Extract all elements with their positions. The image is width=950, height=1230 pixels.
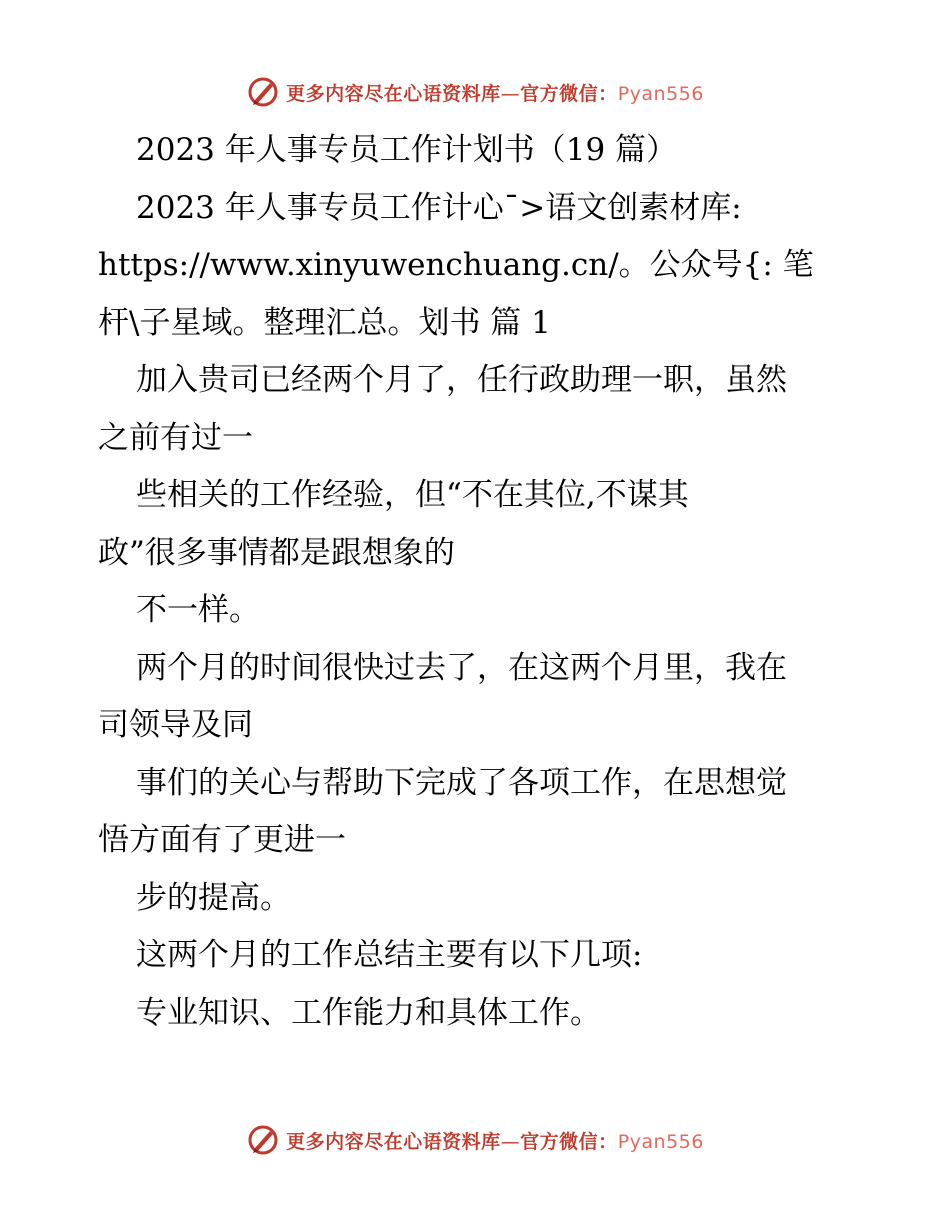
banner-official: 官方微信： [520,1130,618,1153]
text-line: 加入贵司已经两个月了，任行政助理一职，虽然 [136,362,787,398]
text-line: 2023 年人事专员工作计心¯>语文创素材库: [136,189,742,226]
text-line: 杆\子星域。整理汇总。划书 篇 1 [98,304,551,341]
banner-brand: 更多内容尽在心语资料库 [286,82,501,105]
banner-dash: — [500,1130,521,1153]
text-line: 悟方面有了更进一 [98,822,346,858]
banner-dash: — [500,82,521,105]
text-line: 不一样。 [136,592,260,628]
text-line: 两个月的时间很快过去了，在这两个月里，我在 [136,649,787,686]
text-line: 司领导及同 [98,707,253,743]
text-line: 专业知识、工作能力和具体工作。 [136,994,601,1031]
banner-text [286,1127,704,1154]
banner-official: 官方微信： [520,82,618,105]
text-line: 政”很多事情都是跟想象的 [98,534,455,571]
document-body [98,122,868,1042]
banner-account: Pyan556 [617,82,704,105]
banner-account: Pyan556 [617,1130,704,1153]
footer-banner [0,1120,950,1160]
text-line: 些相关的工作经验，但“不在其位,不谋其 [136,477,689,513]
text-line: 这两个月的工作总结主要有以下几项: [136,937,643,973]
banner-text [286,79,704,106]
pen-logo-icon [246,1123,280,1157]
text-line: https://www.xinyuwenchuang.cn/。公众号{: 笔 [98,247,814,283]
document-title: 2023 年人事专员工作计划书（19 篇） [136,132,678,168]
header-banner [0,72,950,112]
text-line: 之前有过一 [98,419,253,456]
text-line: 事们的关心与帮助下完成了各项工作，在思想觉 [136,764,787,801]
text-line: 步的提高。 [136,879,291,916]
banner-brand: 更多内容尽在心语资料库 [286,1130,501,1153]
pen-logo-icon [246,75,280,109]
